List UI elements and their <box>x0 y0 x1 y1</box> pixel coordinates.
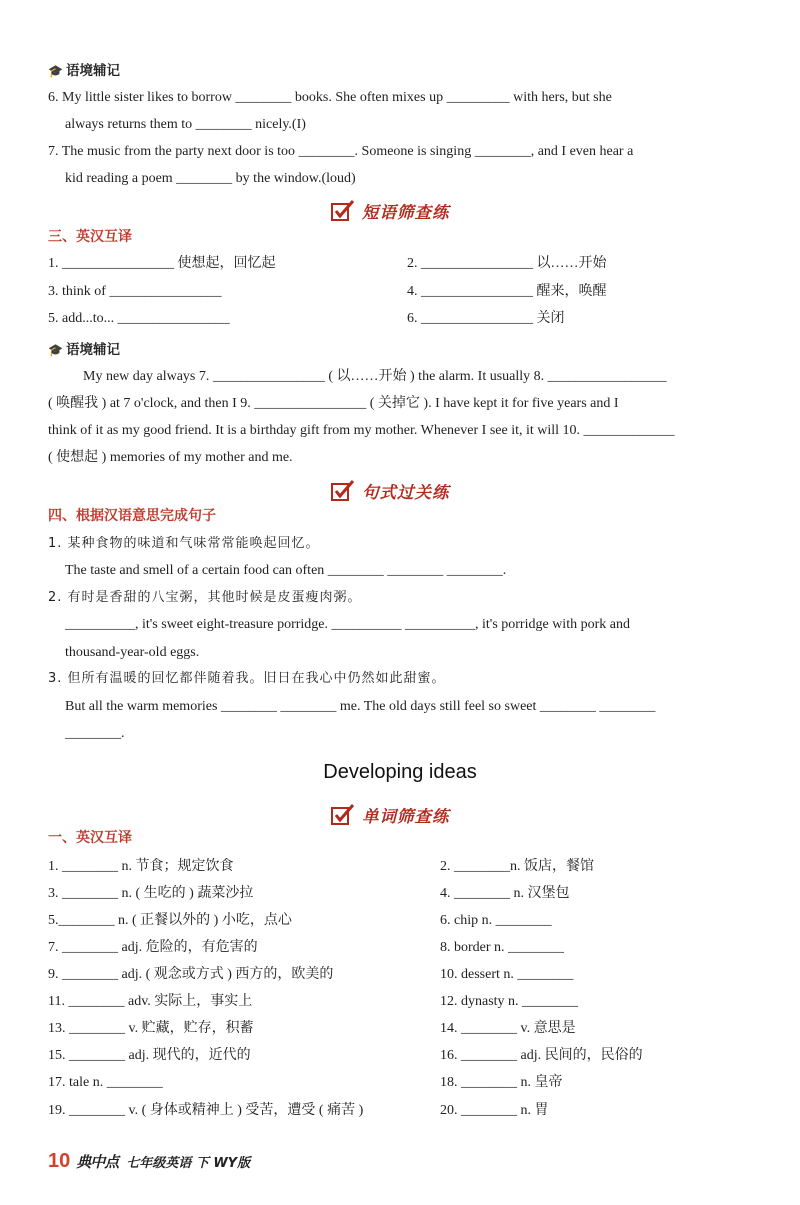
section3-item-6: 6. ________________ 关闭 <box>407 311 565 326</box>
vocab-item-14: 14. ________ v. 意思是 <box>440 1021 576 1036</box>
vocab-item-19: 19. ________ v. ( 身体或精神上 ) 受苦，遭受 ( 痛苦 ) <box>48 1103 364 1118</box>
vocab-item-1: 1. ________ n. 节食；规定饮食 <box>48 859 234 874</box>
checkbox-icon <box>330 198 356 224</box>
top-line-1: 6. My little sister likes to borrow ________ books. She often mixes up _________ with hers, but she <box>48 90 612 105</box>
vocab-item-16: 16. ________ adj. 民间的，民俗的 <box>440 1048 643 1063</box>
section4-title: 四、根据汉语意思完成句子 <box>48 508 216 524</box>
section4-q2-en2: thousand-year-old eggs. <box>65 645 200 660</box>
vocab-item-3: 3. ________ n. ( 生吃的 ) 蔬菜沙拉 <box>48 886 254 901</box>
vocab-item-20: 20. ________ n. 胃 <box>440 1103 549 1118</box>
section3-item-1: 1. ________________ 使想起，回忆起 <box>48 256 276 271</box>
section4-q1-cn: 1. 某种食物的味道和气味常常能唤起回忆。 <box>48 536 320 551</box>
section4-q2-cn: 2. 有时是香甜的八宝粥，其他时候是皮蛋瘦肉粥。 <box>48 590 362 605</box>
developing-ideas-title: Developing ideas <box>323 761 477 783</box>
graduation-cap-icon: 🎓 <box>48 343 63 357</box>
phrase-banner: 短语筛查练 <box>330 198 450 224</box>
vocab-item-17: 17. tale n. ________ <box>48 1075 163 1090</box>
vocab-item-2: 2. ________n. 饭店，餐馆 <box>440 859 594 874</box>
vocab-item-11: 11. ________ adv. 实际上，事实上 <box>48 994 253 1009</box>
context-subhead-2: 🎓 语境辅记 <box>48 342 120 358</box>
vocab-item-18: 18. ________ n. 皇帝 <box>440 1075 563 1090</box>
checkbox-icon <box>330 478 356 504</box>
word-banner: 单词筛查练 <box>330 802 450 828</box>
section4-q3-en: But all the warm memories ________ ________ me. The old days still feel so sweet ________ ________ <box>65 699 656 714</box>
top-line-2: always returns them to ________ nicely.(I) <box>65 117 306 132</box>
section4-q3-en2: ________. <box>65 726 125 741</box>
context2-line-1: My new day always 7. ________________ ( 以……开始 ) the alarm. It usually 8. _________________ <box>83 369 667 384</box>
graduation-cap-icon: 🎓 <box>48 64 63 78</box>
top-line-3: 7. The music from the party next door is too ________. Someone is singing ________, and I even hear a <box>48 144 634 159</box>
vocab-item-10: 10. dessert n. ________ <box>440 967 574 982</box>
vocab-item-13: 13. ________ v. 贮藏，贮存，积蓄 <box>48 1021 254 1036</box>
section3-item-4: 4. ________________ 醒来，唤醒 <box>407 284 607 299</box>
vocab-item-5: 5.________ n. ( 正餐以外的 ) 小吃，点心 <box>48 913 292 928</box>
section3-item-3: 3. think of ________________ <box>48 284 222 299</box>
vocab-item-15: 15. ________ adj. 现代的，近代的 <box>48 1048 251 1063</box>
section3-title: 三、英汉互译 <box>48 229 132 245</box>
vocab-item-12: 12. dynasty n. ________ <box>440 994 579 1009</box>
context2-line-2: ( 唤醒我 ) at 7 o'clock, and then I 9. ________________ ( 关掉它 ). I have kept it for five years and I <box>48 396 619 411</box>
section1-title: 一、英汉互译 <box>48 830 132 846</box>
checkbox-icon <box>330 802 356 828</box>
context-subhead: 🎓 语境辅记 <box>48 63 120 79</box>
sentence-banner: 句式过关练 <box>330 478 450 504</box>
page-footer <box>48 1150 250 1173</box>
section4-q2-en: __________, it's sweet eight-treasure porridge. __________ __________, it's porridge with pork and <box>65 617 630 632</box>
section3-item-5: 5. add...to... ________________ <box>48 311 230 326</box>
section4-q3-cn: 3. 但所有温暖的回忆都伴随着我。旧日在我心中仍然如此甜蜜。 <box>48 671 446 686</box>
series-label: 七年级英语 下 WY版 <box>126 1156 251 1171</box>
vocab-item-8: 8. border n. ________ <box>440 940 565 955</box>
vocab-item-9: 9. ________ adj. ( 观念或方式 ) 西方的，欧美的 <box>48 967 334 982</box>
vocab-item-6: 6. chip n. ________ <box>440 913 552 928</box>
vocab-item-4: 4. ________ n. 汉堡包 <box>440 886 570 901</box>
section4-q1-en: The taste and smell of a certain food can often ________ ________ ________. <box>65 563 507 578</box>
context2-line-4: ( 使想起 ) memories of my mother and me. <box>48 450 293 465</box>
top-line-4: kid reading a poem ________ by the window.(loud) <box>65 171 356 186</box>
vocab-item-7: 7. ________ adj. 危险的，有危害的 <box>48 940 258 955</box>
page-number: 10 <box>48 1150 71 1172</box>
brand-logo: 典中点 <box>76 1153 119 1171</box>
section3-item-2: 2. ________________ 以……开始 <box>407 256 607 271</box>
context2-line-3: think of it as my good friend. It is a birthday gift from my mother. Whenever I see it, it will 10. _____________ <box>48 423 675 438</box>
